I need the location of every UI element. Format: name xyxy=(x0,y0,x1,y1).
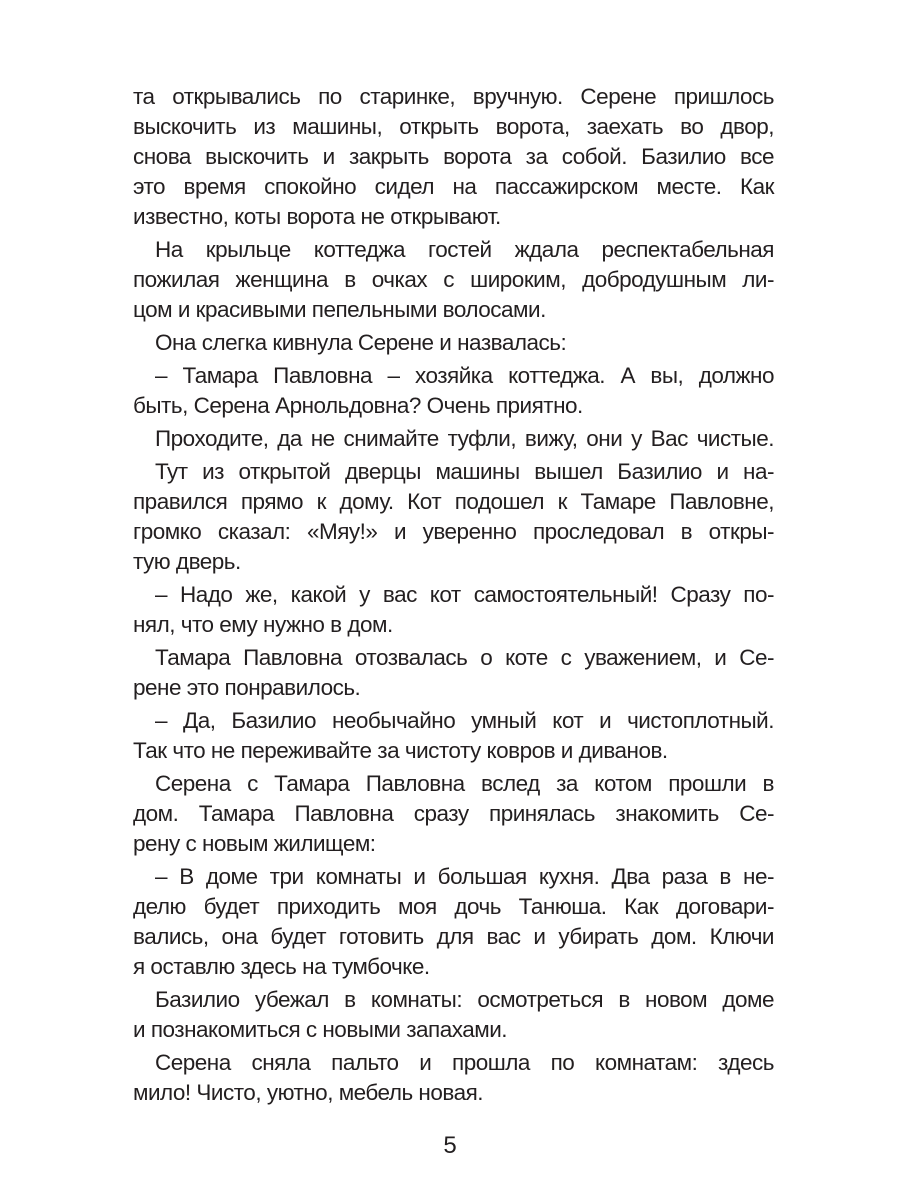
text-line: это время спокойно сидел на пассажирском месте. Как xyxy=(133,174,774,199)
text-line: громко сказал: «Мяу!» и уверенно проследовал в откры- xyxy=(133,519,774,544)
text-line: Тамара Павловна отозвалась о коте с уважением, и Се- xyxy=(155,645,774,670)
text-line: – Тамара Павловна – хозяйка коттеджа. А вы, должно xyxy=(155,363,774,388)
text-line: вались, она будет готовить для вас и убирать дом. Ключи xyxy=(133,924,774,949)
text-line: дом. Тамара Павловна сразу принялась знакомить Се- xyxy=(133,801,774,826)
paragraph xyxy=(133,361,774,421)
paragraph xyxy=(133,769,774,859)
text-line: рену с новым жилищем: xyxy=(133,831,376,856)
paragraph xyxy=(133,424,774,454)
text-line: рене это понравилось. xyxy=(133,675,361,700)
text-line: Так что не переживайте за чистоту ковров и диванов. xyxy=(133,738,668,763)
text-line: правился прямо к дому. Кот подошел к Тамаре Павловне, xyxy=(133,489,774,514)
text-line: мило! Чисто, уютно, мебель новая. xyxy=(133,1080,484,1105)
text-line: пожилая женщина в очках с широким, добродушным ли- xyxy=(133,267,774,292)
text-line: делю будет приходить моя дочь Танюша. Как договари- xyxy=(133,894,774,919)
text-line: тую дверь. xyxy=(133,549,241,574)
text-line: – Надо же, какой у вас кот самостоятельный! Сразу по- xyxy=(155,582,774,607)
text-line: Серена с Тамара Павловна вслед за котом прошли в xyxy=(155,771,774,796)
text-line: На крыльце коттеджа гостей ждала респектабельная xyxy=(155,237,774,262)
paragraph xyxy=(133,457,774,577)
paragraph xyxy=(133,706,774,766)
text-line: та открывались по старинке, вручную. Серене пришлось xyxy=(133,84,774,109)
text-line: быть, Серена Арнольдовна? Очень приятно. xyxy=(133,393,583,418)
text-line: Она слегка кивнула Серене и назвалась: xyxy=(155,330,567,355)
paragraph xyxy=(133,643,774,703)
text-line: – Да, Базилио необычайно умный кот и чистоплотный. xyxy=(155,708,774,733)
text-line: – В доме три комнаты и большая кухня. Два раза в не- xyxy=(155,864,774,889)
page-body-text xyxy=(133,82,774,1111)
text-line: снова выскочить и закрыть ворота за собой. Базилио все xyxy=(133,144,774,169)
paragraph xyxy=(133,1048,774,1108)
paragraph xyxy=(133,580,774,640)
text-line: Серена сняла пальто и прошла по комнатам: здесь xyxy=(155,1050,774,1075)
text-line: выскочить из машины, открыть ворота, заехать во двор, xyxy=(133,114,774,139)
text-line: я оставлю здесь на тумбочке. xyxy=(133,954,430,979)
paragraph xyxy=(133,82,774,232)
text-line: нял, что ему нужно в дом. xyxy=(133,612,393,637)
text-line: Тут из открытой дверцы машины вышел Базилио и на- xyxy=(155,459,774,484)
paragraph xyxy=(133,328,774,358)
text-line: Проходите, да не снимайте туфли, вижу, они у Вас чистые. xyxy=(155,426,774,451)
paragraph xyxy=(133,985,774,1045)
page-number: 5 xyxy=(443,1132,457,1159)
text-line: и познакомиться с новыми запахами. xyxy=(133,1017,508,1042)
text-line: цом и красивыми пепельными волосами. xyxy=(133,297,546,322)
text-line: Базилио убежал в комнаты: осмотреться в новом доме xyxy=(155,987,774,1012)
paragraph xyxy=(133,862,774,982)
paragraph xyxy=(133,235,774,325)
text-line: известно, коты ворота не открывают. xyxy=(133,204,501,229)
